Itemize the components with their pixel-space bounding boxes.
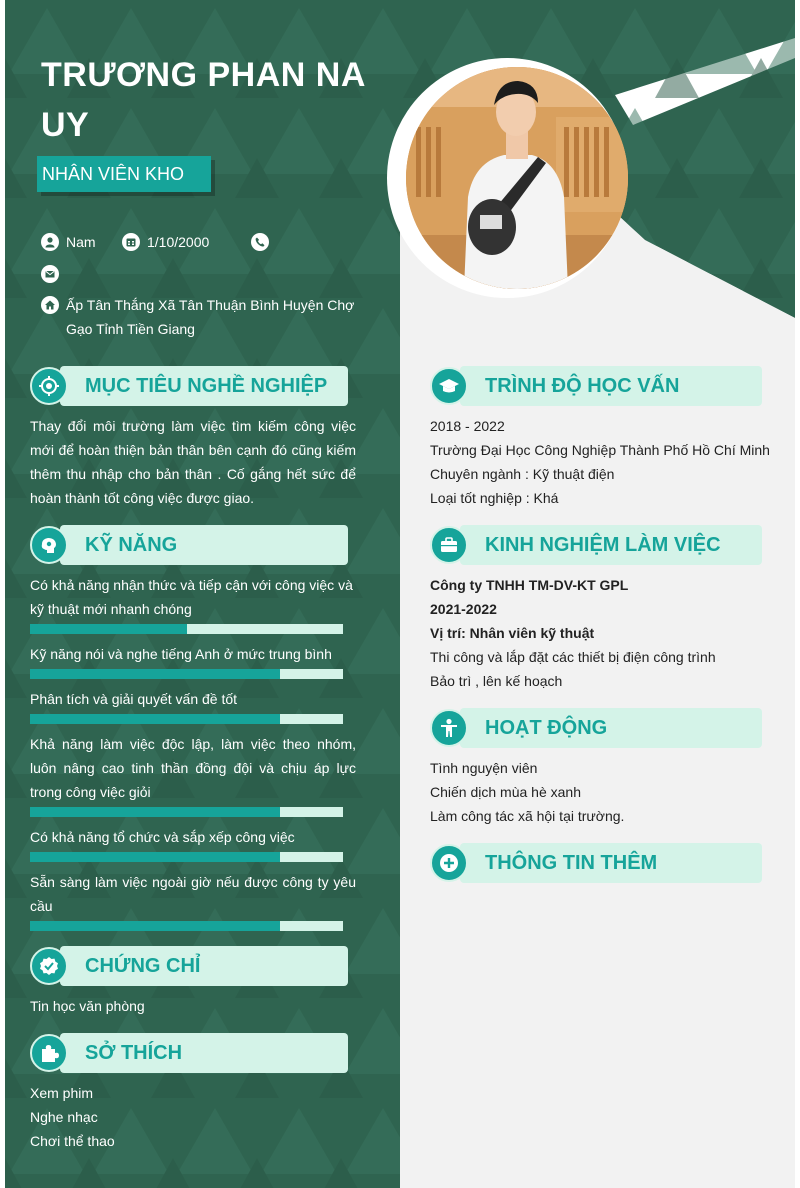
skill-item: Có khả năng nhận thức và tiếp cận với công việc và kỹ thuật mới nhanh chóng <box>30 577 353 617</box>
experience-position: Vị trí: Nhân viên kỹ thuật <box>430 625 595 641</box>
gender-value: Nam <box>66 234 96 250</box>
activity-item: Chiến dịch mùa hè xanh <box>430 784 581 800</box>
puzzle-icon <box>30 1034 68 1072</box>
section-hobbies-header <box>30 1033 348 1073</box>
section-additional-header <box>430 843 762 883</box>
user-icon <box>41 233 59 251</box>
skill-level-bar <box>30 921 343 931</box>
experience-title: KINH NGHIỆM LÀM VIỆC <box>485 534 721 556</box>
person-icon <box>430 709 468 747</box>
additional-title: THÔNG TIN THÊM <box>485 852 658 874</box>
skill-level-fill <box>30 714 280 724</box>
skills-title: KỸ NĂNG <box>85 534 178 556</box>
target-icon <box>30 367 68 405</box>
candidate-name: TRƯƠNG PHAN NA UY <box>41 56 365 144</box>
experience-task: Thi công và lắp đặt các thiết bị điện công trình <box>430 649 716 665</box>
skill-level-bar <box>30 624 343 634</box>
experience-period: 2021-2022 <box>430 601 497 617</box>
badge-check-icon <box>30 947 68 985</box>
activities-title: HOẠT ĐỘNG <box>485 717 608 739</box>
job-title: NHÂN VIÊN KHO <box>37 156 211 192</box>
briefcase-icon <box>430 526 468 564</box>
section-activities-header <box>430 708 762 748</box>
experience-task: Bảo trì , lên kế hoạch <box>430 673 563 689</box>
phone-info[interactable] <box>251 233 276 251</box>
section-experience-header <box>430 525 762 565</box>
experience-company: Công ty TNHH TM-DV-KT GPL <box>430 577 629 593</box>
skill-level-fill <box>30 807 280 817</box>
hobby-item: Nghe nhạc <box>30 1109 98 1125</box>
skill-item: Kỹ năng nói và nghe tiếng Anh ở mức trung bình <box>30 646 332 662</box>
objective-title: MỤC TIÊU NGHỀ NGHIỆP <box>85 375 328 397</box>
activity-item: Tình nguyện viên <box>430 760 538 776</box>
hobby-item: Xem phim <box>30 1085 94 1101</box>
address-info <box>41 293 381 341</box>
education-major: Chuyên ngành : Kỹ thuật điện <box>430 466 615 482</box>
certificates-title: CHỨNG CHỈ <box>85 955 201 977</box>
skill-level-bar <box>30 714 343 724</box>
phone-icon <box>251 233 269 251</box>
plus-circle-icon <box>430 844 468 882</box>
email-icon <box>41 265 59 283</box>
calendar-icon <box>122 233 140 251</box>
education-grade: Loại tốt nghiệp : Khá <box>430 490 559 506</box>
hobbies-title: SỞ THÍCH <box>85 1042 183 1064</box>
hobby-item: Chơi thể thao <box>30 1133 115 1149</box>
email-info[interactable] <box>41 265 66 283</box>
section-skills-header <box>30 525 348 565</box>
skill-level-bar <box>30 807 343 817</box>
birthday-value: 1/10/2000 <box>147 234 210 250</box>
skill-item: Có khả năng tổ chức và sắp xếp công việc <box>30 829 295 845</box>
education-period: 2018 - 2022 <box>430 418 505 434</box>
home-icon <box>41 296 59 314</box>
skill-level-fill <box>30 669 280 679</box>
skill-level-fill <box>30 921 280 931</box>
birthday-info <box>122 233 209 251</box>
skill-item: Sẵn sàng làm việc ngoài giờ nếu được công ty yêu cầu <box>30 874 356 914</box>
section-education-header <box>430 366 762 406</box>
address-value: Ấp Tân Thắng Xã Tân Thuận Bình Huyện Chợ Gạo Tỉnh Tiền Giang <box>66 297 355 337</box>
brain-icon <box>30 526 68 564</box>
skill-item: Phân tích và giải quyết vấn đề tốt <box>30 691 238 707</box>
skill-item: Khả năng làm việc độc lập, làm việc theo nhóm, luôn nâng cao tinh thần đồng đội và chịu áp lực trong công việc giỏi <box>30 736 356 800</box>
graduation-cap-icon <box>430 367 468 405</box>
cv-page <box>5 0 795 1188</box>
activity-item: Làm công tác xã hội tại trường. <box>430 808 625 824</box>
skill-level-bar <box>30 852 343 862</box>
avatar <box>406 67 628 289</box>
education-school: Trường Đại Học Công Nghiệp Thành Phố Hồ Chí Minh <box>430 442 770 458</box>
section-certificates-header <box>30 946 348 986</box>
skill-level-fill <box>30 852 280 862</box>
skill-level-bar <box>30 669 343 679</box>
certificate-item: Tin học văn phòng <box>30 998 145 1014</box>
gender-info <box>41 233 96 251</box>
education-title: TRÌNH ĐỘ HỌC VẤN <box>485 375 680 397</box>
section-objective-header <box>30 366 348 406</box>
objective-text: Thay đổi môi trường làm việc tìm kiếm công việc mới để hoàn thiện bản thân bên cạnh đó cũng kiếm thêm thu nhập cho bản thân . Cố gắng hết sức để hoàn thành tốt công việc được giao. <box>30 418 356 506</box>
skill-level-fill <box>30 624 187 634</box>
